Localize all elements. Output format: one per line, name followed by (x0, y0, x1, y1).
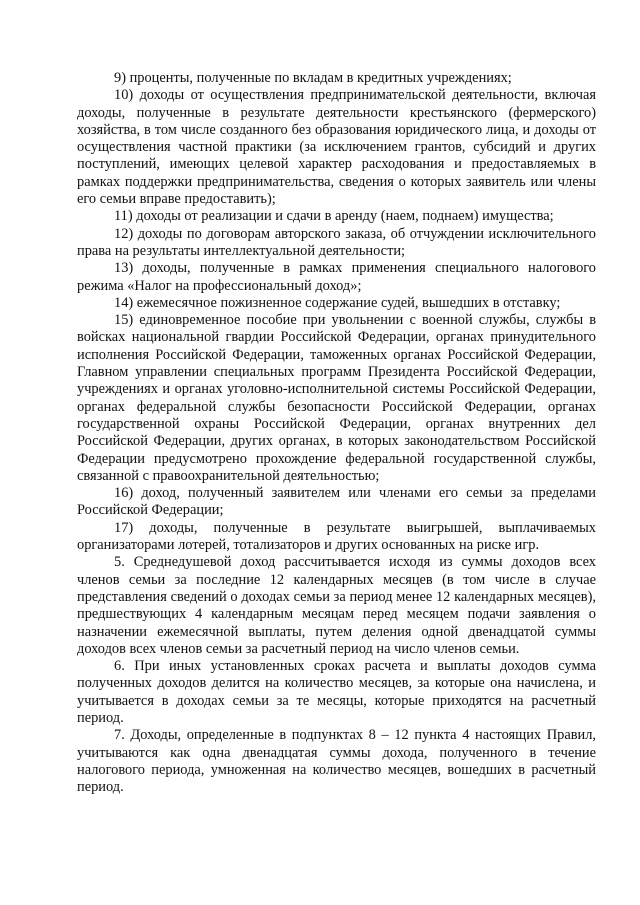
paragraph-item-12: 12) доходы по договорам авторского заказа, об отчуждении исключительного права на результаты интеллектуальной деятельности; (77, 225, 596, 259)
paragraph-clause-6: 6. При иных установленных сроках расчета и выплаты доходов сумма полученных доходов делится на количество месяцев, за которые она начислена, и учитывается в доходах семьи за те месяцы, которые приходятся на расчетный период. (77, 658, 596, 726)
paragraph-clause-5: 5. Среднедушевой доход рассчитывается исходя из суммы доходов всех членов семьи за последние 12 календарных месяцев (в том числе в случае представления сведений о доходах семьи за период менее 12 календарных месяцев), предшествующих 4 календарным месяцам перед месяцем подачи заявления о назначении ежемесячной выплаты, путем деления одной двенадцатой суммы доходов всех членов семьи за расчетный период на число членов семьи. (77, 554, 596, 657)
paragraph-item-14: 14) ежемесячное пожизненное содержание судей, вышедших в отставку; (114, 294, 561, 311)
paragraph-item-16: 16) доход, полученный заявителем или членами его семьи за пределами Российской Федерации; (77, 485, 596, 519)
paragraph-item-9: 9) проценты, полученные по вкладам в кредитных учреждениях; (114, 70, 512, 86)
paragraph-clause-7: 7. Доходы, определенные в подпунктах 8 – 12 пункта 4 настоящих Правил, учитываются как одна двенадцатая суммы дохода, полученного в течение налогового периода, умноженная на количество месяцев, вошедших в расчетный период. (77, 727, 596, 796)
paragraph-item-13: 13) доходы, полученные в рамках применения специального налогового режима «Налог на профессиональный доход»; (77, 260, 596, 294)
document-page (77, 70, 596, 796)
paragraph-item-10: 10) доходы от осуществления предпринимательской деятельности, включая доходы, полученные в результате деятельности крестьянского (фермерского) хозяйства, в том числе созданного без образования юридического лица, и доходы от осуществления частной практики (за исключением грантов, субсидий и других поступлений, имеющих целевой характер расходования и предоставляемых в рамках поддержки предпринимательства, сведения о которых заявитель или члены его семьи вправе предоставить); (77, 87, 596, 208)
paragraph-item-15: 15) единовременное пособие при увольнении с военной службы, службы в войсках национальной гвардии Российской Федерации, органах принудительного исполнения Российской Федерации, таможенных органах Российской Федерации, Главном управлении специальных программ Президента Российской Федерации, учреждениях и органах уголовно-исполнительной системы Российской Федерации, органах федеральной службы безопасности Российской Федерации, органах государственной охраны Российской Федерации, органах внутренних дел Российской Федерации, других органах, в которых законодательством Российской Федерации предусмотрено прохождение федеральной государственной службы, связанной с правоохранительной деятельностью; (77, 312, 596, 484)
paragraph-item-11: 11) доходы от реализации и сдачи в аренду (наем, поднаем) имущества; (114, 208, 554, 225)
paragraph-item-17: 17) доходы, полученные в результате выигрышей, выплачиваемых организаторами лотерей, тотализаторов и других основанных на риске игр. (77, 519, 596, 554)
